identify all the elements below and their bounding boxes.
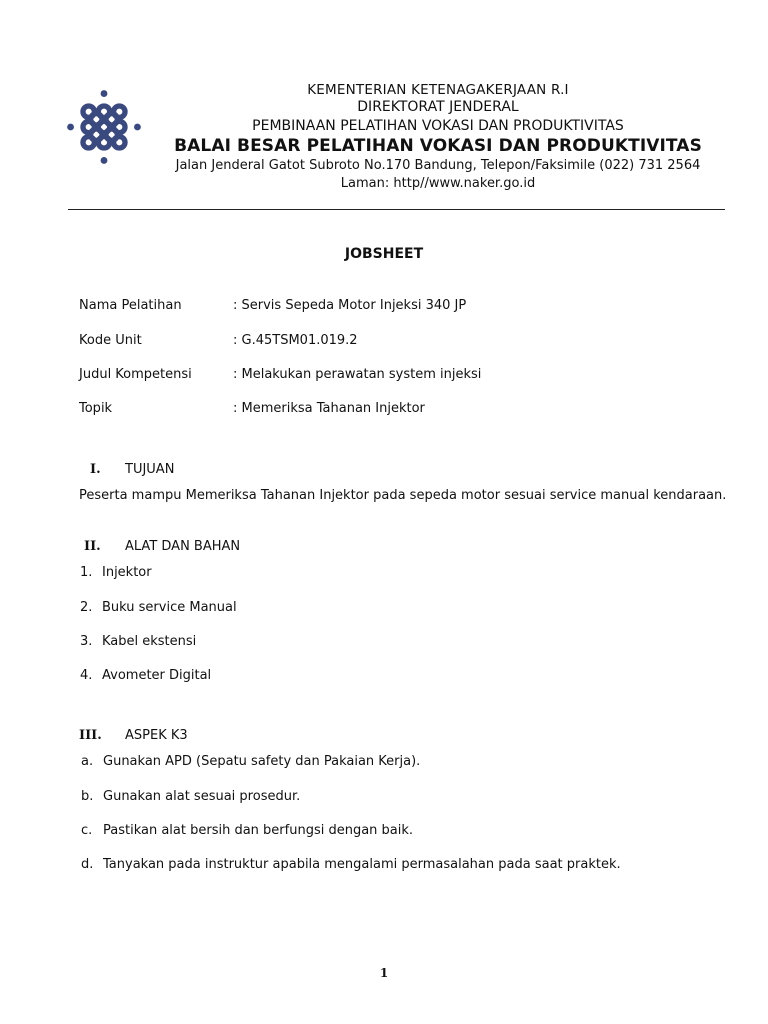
field-label-judul-kompetensi: Judul Kompetensi	[79, 367, 192, 382]
institution-website: Laman: http//www.naker.go.id	[340, 176, 536, 191]
field-label-nama-pelatihan: Nama Pelatihan	[79, 298, 182, 313]
list-item-marker: b.	[81, 789, 94, 804]
field-value-topik: : Memeriksa Tahanan Injektor	[233, 401, 425, 416]
page-number: 1	[379, 966, 389, 980]
field-label-topik: Topik	[79, 401, 113, 416]
logo-ring	[83, 137, 94, 148]
list-item: Tanyakan pada instruktur apabila mengalami permasalahan pada saat praktek.	[103, 857, 621, 872]
list-item: Avometer Digital	[102, 668, 212, 683]
ministry-logo-icon	[66, 89, 142, 165]
logo-dot	[134, 124, 141, 131]
document-title: JOBSHEET	[344, 246, 424, 262]
directorate-subtitle: PEMBINAAN PELATIHAN VOKASI DAN PRODUKTIVITAS	[252, 118, 624, 134]
list-item: Gunakan APD (Sepatu safety dan Pakaian Kerja).	[103, 754, 421, 769]
field-value-kode-unit: : G.45TSM01.019.2	[233, 333, 358, 348]
list-item: Buku service Manual	[102, 600, 237, 615]
list-item-marker: 3.	[80, 634, 93, 649]
list-item: Pastikan alat bersih dan berfungsi dengan baik.	[103, 823, 414, 838]
institution-address: Jalan Jenderal Gatot Subroto No.170 Bandung, Telepon/Faksimile (022) 731 2564	[175, 158, 701, 173]
section-number-k3: III.	[79, 728, 102, 743]
section-title-alat: ALAT DAN BAHAN	[125, 539, 241, 554]
list-item-marker: a.	[81, 754, 94, 769]
tujuan-text: Peserta mampu Memeriksa Tahanan Injektor pada sepeda motor sesuai service manual kendaraan.	[79, 488, 727, 503]
section-title-tujuan: TUJUAN	[125, 462, 175, 477]
list-item-marker: 1.	[80, 565, 93, 580]
field-label-kode-unit: Kode Unit	[79, 333, 142, 348]
list-item: Gunakan alat sesuai prosedur.	[103, 789, 301, 804]
ministry-name: KEMENTERIAN KETENAGAKERJAAN R.I	[307, 82, 569, 98]
logo-dot	[101, 157, 108, 164]
logo-dot	[67, 124, 74, 131]
section-number-tujuan: I.	[90, 462, 101, 477]
list-item: Injektor	[102, 565, 152, 580]
logo-ring	[114, 137, 125, 148]
list-item-marker: 2.	[80, 600, 93, 615]
field-value-judul-kompetensi: : Melakukan perawatan system injeksi	[233, 367, 482, 382]
list-item: Kabel ekstensi	[102, 634, 197, 649]
header-divider	[68, 209, 725, 210]
field-value-nama-pelatihan: : Servis Sepeda Motor Injeksi 340 JP	[233, 298, 467, 313]
list-item-marker: c.	[81, 823, 93, 838]
institution-name: BALAI BESAR PELATIHAN VOKASI DAN PRODUKTIVITAS	[174, 136, 702, 156]
section-number-alat: II.	[84, 539, 101, 554]
list-item-marker: 4.	[80, 668, 93, 683]
list-item-marker: d.	[81, 857, 94, 872]
logo-dot	[101, 90, 108, 97]
section-title-k3: ASPEK K3	[125, 728, 188, 743]
directorate-name: DIREKTORAT JENDERAL	[357, 99, 519, 115]
logo-ring	[98, 137, 109, 148]
